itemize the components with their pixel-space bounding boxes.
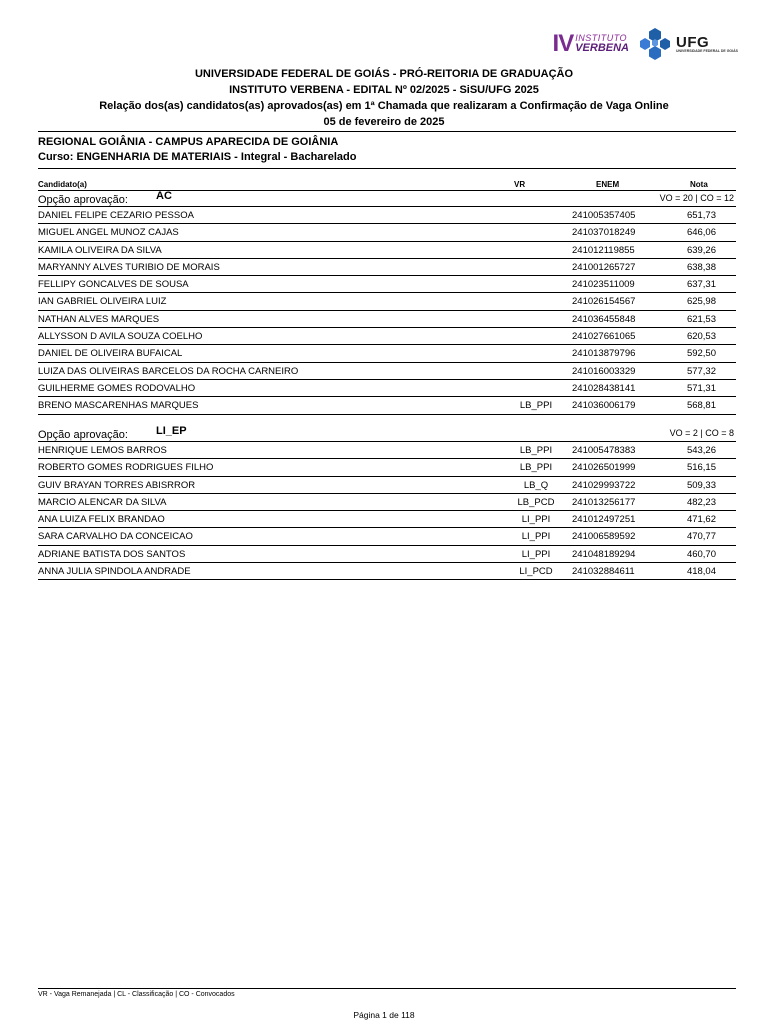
score: 639,26 [686,244,716,256]
candidate-name: FELLIPY GONCALVES DE SOUSA [38,279,189,291]
footer-divider [38,988,736,989]
table-row [38,328,736,345]
column-headers [38,180,736,190]
table-row [38,511,736,528]
vr-code: LI_PPI [521,514,551,526]
candidate-name: SARA CARVALHO DA CONCEICAO [38,531,193,543]
enem-number: 241028438141 [572,382,636,394]
table-li-ep [38,442,736,580]
vr-code: LI_PPI [521,548,551,560]
table-row [38,259,736,276]
document-header [0,66,768,130]
candidate-name: ROBERTO GOMES RODRIGUES FILHO [38,462,214,474]
table-row [38,563,736,580]
vr-code: LB_Q [523,479,549,491]
enem-number: 241048189294 [572,548,636,560]
table-row [38,459,736,476]
enem-number: 241027661065 [572,331,636,343]
ufg-logo-subtext: UNIVERSIDADE FEDERAL DE GOIÁS [676,48,738,53]
candidate-name: KAMILA OLIVEIRA DA SILVA [38,244,162,256]
score: 471,62 [686,514,716,526]
candidate-name: ADRIANE BATISTA DOS SANTOS [38,548,186,560]
divider [38,190,736,191]
table-row [38,494,736,511]
enem-number: 241037018249 [572,227,636,239]
table-row [38,224,736,241]
table-row [38,477,736,494]
candidate-name: MARCIO ALENCAR DA SILVA [38,496,167,508]
vr-code: LB_PPI [519,400,553,412]
candidate-name: MARYANNY ALVES TURIBIO DE MORAIS [38,261,220,273]
table-row [38,293,736,310]
table-row [38,528,736,545]
score: 638,38 [686,261,716,273]
divider [38,168,736,169]
enem-number: 241005357405 [572,210,636,221]
candidate-name: ANA LUIZA FELIX BRANDAO [38,514,165,526]
page-number: Página 1 de 118 [353,1010,415,1020]
column-enem: ENEM [596,180,620,189]
enem-number: 241026501999 [572,462,636,474]
table-row [38,276,736,293]
enem-number: 241016003329 [572,365,636,377]
score: 592,50 [686,348,716,360]
column-candidato: Candidato(a) [38,180,87,189]
candidate-name: DANIEL DE OLIVEIRA BUFAICAL [38,348,183,360]
ufg-logo [637,26,738,62]
enem-number: 241013879796 [572,348,636,360]
score: 646,06 [686,227,716,239]
score: 577,32 [686,365,716,377]
enem-number: 241001265727 [572,261,636,273]
header-edital: INSTITUTO VERBENA - EDITAL Nº 02/2025 - SiSU/UFG 2025 [229,84,539,96]
table-row [38,311,736,328]
group-header-li-ep [38,427,736,441]
score: 460,70 [686,548,716,560]
enem-number: 241005478383 [572,445,636,456]
enem-number: 241023511009 [572,279,635,291]
enem-number: 241013256177 [572,496,636,508]
column-vr: VR [514,180,526,189]
table-row [38,397,736,414]
candidate-name: ALLYSSON D AVILA SOUZA COELHO [38,331,203,343]
candidate-name: HENRIQUE LEMOS BARROS [38,445,167,456]
vo-co-counts: VO = 20 | CO = 12 [659,193,734,203]
score: 620,53 [686,331,716,343]
group-header-ac [38,192,736,206]
candidate-name: ANNA JULIA SPINDOLA ANDRADE [38,566,191,578]
iv-mark: IV [552,30,574,57]
iv-logo-line1: INSTITUTO [575,33,628,43]
enem-number: 241032884611 [572,566,635,578]
enem-number: 241006589592 [572,531,636,543]
enem-number: 241036455848 [572,313,636,325]
score: 509,33 [686,479,716,491]
vr-code: LB_PPI [519,462,553,474]
iv-logo-line2: VERBENA [575,42,630,54]
vr-code: LB_PCD [517,496,555,508]
option-label: Opção aprovação: [38,429,128,441]
candidate-name: GUIV BRAYAN TORRES ABISRROR [38,479,196,491]
table-ac [38,207,736,415]
enem-number: 241026154567 [572,296,636,308]
instituto-verbena-logo [553,32,629,56]
score: 482,23 [686,496,716,508]
candidate-name: MIGUEL ANGEL MUNOZ CAJAS [38,227,179,239]
regional-title: REGIONAL GOIÂNIA - CAMPUS APARECIDA DE GOIÂNIA [38,136,339,148]
vr-code: LI_PPI [521,531,551,543]
candidate-name: LUIZA DAS OLIVEIRAS BARCELOS DA ROCHA CARNEIRO [38,365,299,377]
vo-co-counts: VO = 2 | CO = 8 [669,428,734,438]
table-row [38,242,736,259]
table-row [38,345,736,362]
enem-number: 241036006179 [572,400,636,412]
score: 571,31 [686,382,716,394]
score: 651,73 [686,210,716,221]
candidate-name: NATHAN ALVES MARQUES [38,313,160,325]
ufg-hexagon-icon [637,26,673,62]
header-date: 05 de fevereiro de 2025 [323,116,445,128]
course-title: Curso: ENGENHARIA DE MATERIAIS - Integral - Bacharelado [38,151,357,163]
enem-number: 241012497251 [572,514,636,526]
score: 637,31 [686,279,716,291]
vr-code: LB_PPI [519,445,553,456]
column-nota: Nota [690,180,708,189]
campus-info [38,135,356,165]
table-row [38,207,736,224]
score: 516,15 [686,462,716,474]
ufg-logo-text: UFG [676,33,710,51]
option-code: LI_EP [156,425,187,437]
candidate-name: IAN GABRIEL OLIVEIRA LUIZ [38,296,167,308]
enem-number: 241012119855 [572,244,635,256]
header-university: UNIVERSIDADE FEDERAL DE GOIÁS - PRÓ-REITORIA DE GRADUAÇÃO [194,68,574,80]
divider [38,131,736,132]
score: 470,77 [686,531,716,543]
candidate-name: BRENO MASCARENHAS MARQUES [38,400,199,412]
enem-number: 241029993722 [572,479,636,491]
vr-code: LI_PCD [519,566,553,578]
score: 625,98 [686,296,716,308]
candidate-name: GUILHERME GOMES RODOVALHO [38,382,196,394]
score: 418,04 [686,566,716,578]
score: 543,26 [686,445,716,456]
header-description: Relação dos(as) candidatos(as) aprovados(as) em 1ª Chamada que realizaram a Confirmação de Vaga Online [99,100,669,112]
header-logos [553,26,738,62]
table-row [38,546,736,563]
option-code: AC [156,190,172,202]
candidate-name: DANIEL FELIPE CEZARIO PESSOA [38,210,194,221]
table-row [38,380,736,397]
table-row [38,363,736,380]
score: 568,81 [686,400,716,412]
score: 621,53 [686,313,716,325]
option-label: Opção aprovação: [38,194,128,206]
table-row [38,442,736,459]
footer-legend: VR - Vaga Remanejada | CL - Classificação | CO - Convocados [38,991,235,998]
